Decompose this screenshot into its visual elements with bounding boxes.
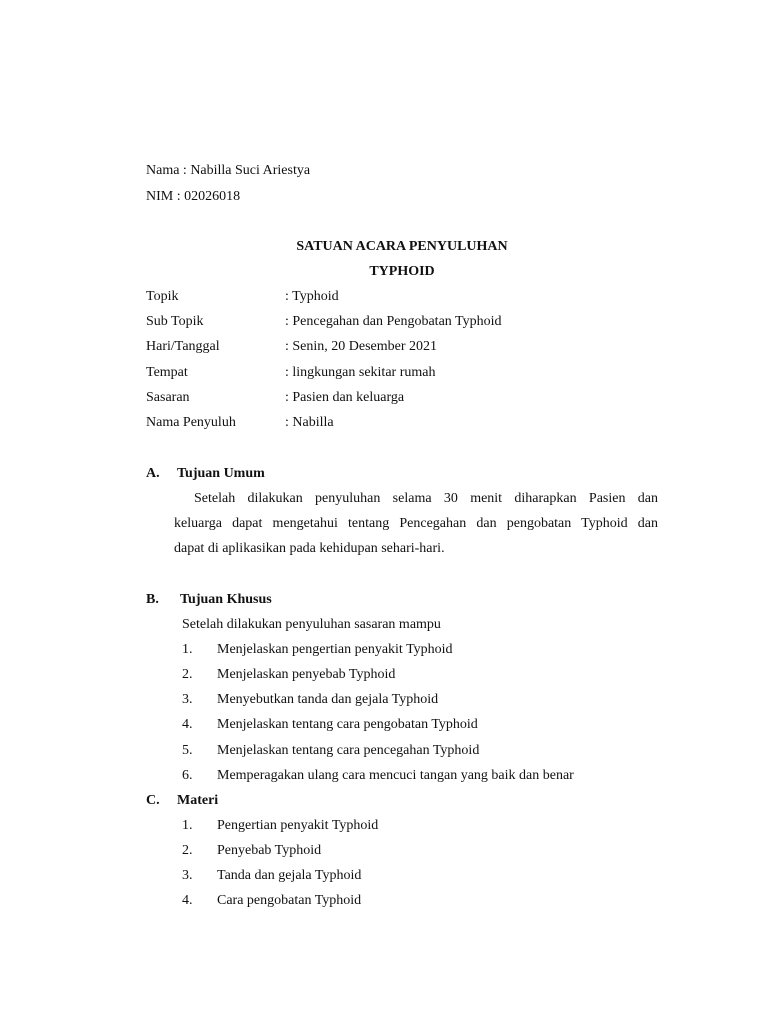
- list-item-number: 1.: [182, 642, 193, 657]
- list-item: Pengertian penyakit Typhoid: [217, 818, 379, 833]
- student-nim: NIM : 02026018: [146, 189, 241, 204]
- list-item-number: 3.: [182, 692, 193, 707]
- info-value-nama-penyuluh: : Nabilla: [285, 415, 334, 430]
- list-item-number: 2.: [182, 843, 193, 858]
- list-item-number: 2.: [182, 667, 193, 682]
- section-a-letter: A.: [146, 466, 160, 481]
- section-a-paragraph-line-1: Setelah dilakukan penyuluhan selama 30 menit diharapkan Pasien dan: [194, 491, 658, 506]
- info-label-topik: Topik: [146, 289, 179, 304]
- list-item-number: 1.: [182, 818, 193, 833]
- list-item: Menjelaskan tentang cara pengobatan Typhoid: [217, 717, 478, 732]
- section-b-heading: Tujuan Khusus: [180, 592, 272, 607]
- section-b-intro: Setelah dilakukan penyuluhan sasaran mampu: [182, 617, 441, 632]
- info-label-sasaran: Sasaran: [146, 390, 190, 405]
- info-label-nama-penyuluh: Nama Penyuluh: [146, 415, 236, 430]
- section-c-heading: Materi: [177, 793, 219, 808]
- student-name: Nama : Nabilla Suci Ariestya: [146, 163, 311, 178]
- section-a-paragraph-line-3: dapat di aplikasikan pada kehidupan sehari-hari.: [174, 541, 445, 556]
- document-subtitle: TYPHOID: [369, 264, 435, 279]
- section-a-paragraph-line-2: keluarga dapat mengetahui tentang Pencegahan dan pengobatan Typhoid dan: [174, 516, 658, 531]
- section-a-heading: Tujuan Umum: [177, 466, 265, 481]
- document-title: SATUAN ACARA PENYULUHAN: [296, 239, 508, 254]
- info-label-hari-tanggal: Hari/Tanggal: [146, 339, 220, 354]
- list-item: Menjelaskan penyebab Typhoid: [217, 667, 396, 682]
- list-item: Memperagakan ulang cara mencuci tangan yang baik dan benar: [217, 768, 574, 783]
- list-item-number: 4.: [182, 717, 193, 732]
- list-item: Menjelaskan tentang cara pencegahan Typhoid: [217, 743, 480, 758]
- section-b-letter: B.: [146, 592, 159, 607]
- section-c-letter: C.: [146, 793, 160, 808]
- info-label-tempat: Tempat: [146, 365, 188, 380]
- list-item: Penyebab Typhoid: [217, 843, 322, 858]
- list-item: Menjelaskan pengertian penyakit Typhoid: [217, 642, 453, 657]
- list-item-number: 6.: [182, 768, 193, 783]
- info-value-hari-tanggal: : Senin, 20 Desember 2021: [285, 339, 438, 354]
- info-value-topik: : Typhoid: [285, 289, 339, 304]
- info-value-sasaran: : Pasien dan keluarga: [285, 390, 405, 405]
- list-item: Menyebutkan tanda dan gejala Typhoid: [217, 692, 439, 707]
- info-value-sub-topik: : Pencegahan dan Pengobatan Typhoid: [285, 314, 502, 329]
- list-item: Cara pengobatan Typhoid: [217, 893, 362, 908]
- list-item: Tanda dan gejala Typhoid: [217, 868, 362, 883]
- list-item-number: 5.: [182, 743, 193, 758]
- list-item-number: 4.: [182, 893, 193, 908]
- list-item-number: 3.: [182, 868, 193, 883]
- info-value-tempat: : lingkungan sekitar rumah: [285, 365, 436, 380]
- info-label-sub-topik: Sub Topik: [146, 314, 204, 329]
